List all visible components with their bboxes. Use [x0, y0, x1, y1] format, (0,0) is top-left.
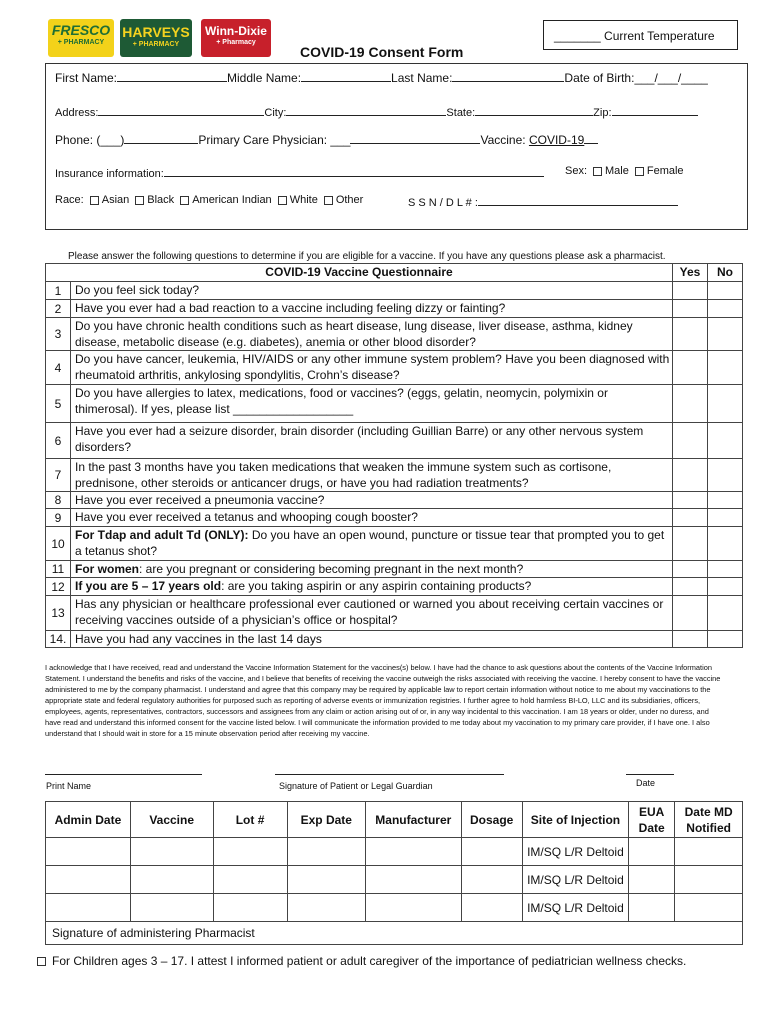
address-row: [55, 104, 698, 119]
admin-column-header: Admin Date: [46, 802, 131, 838]
pharmacist-signature-field[interactable]: Signature of administering Pharmacist: [46, 922, 743, 945]
answer-yes-cell[interactable]: [673, 578, 708, 596]
race-other-label: Other: [335, 194, 364, 206]
patient-signature-line[interactable]: [275, 774, 504, 775]
phone-row: [55, 132, 598, 147]
administration-table: [45, 801, 743, 945]
question-text: [71, 561, 673, 578]
admin-entry-cell[interactable]: [675, 838, 743, 866]
print-name-line[interactable]: [45, 774, 202, 775]
answer-yes-cell[interactable]: [673, 318, 708, 351]
question-number: 4: [46, 351, 71, 385]
admin-entry-cell[interactable]: [461, 838, 522, 866]
admin-column-header: Vaccine: [130, 802, 213, 838]
site-of-injection-cell[interactable]: IM/SQ L/R Deltoid: [522, 838, 628, 866]
admin-entry-cell[interactable]: [287, 894, 365, 922]
admin-column-header: Exp Date: [287, 802, 365, 838]
race-american-indian-label: American Indian: [192, 194, 272, 206]
admin-entry-cell[interactable]: [461, 866, 522, 894]
ssn-field[interactable]: [478, 194, 678, 206]
admin-entry-cell[interactable]: [213, 894, 287, 922]
zip-field[interactable]: [612, 104, 698, 116]
admin-column-header: Site of Injection: [522, 802, 628, 838]
admin-entry-row: [46, 894, 743, 922]
site-of-injection-cell[interactable]: IM/SQ L/R Deltoid: [522, 866, 628, 894]
admin-column-header: EUA Date: [629, 802, 675, 838]
admin-entry-cell[interactable]: [629, 838, 675, 866]
question-text: [71, 282, 673, 300]
pharmacist-signature-row: [46, 922, 743, 945]
questionnaire-title: COVID-19 Vaccine Questionnaire: [46, 264, 673, 282]
answer-no-cell[interactable]: [708, 596, 743, 631]
ssn-row: [408, 194, 678, 209]
question-body: : are you taking aspirin or any aspirin containing products?: [221, 579, 532, 593]
temperature-label: _______ Current Temperature: [554, 29, 715, 43]
question-row: [46, 596, 743, 631]
answer-no-cell[interactable]: [708, 423, 743, 459]
admin-header-row: [46, 802, 743, 838]
question-number: 14.: [46, 631, 71, 648]
phone-field[interactable]: Phone: (___): [55, 133, 125, 147]
children-attestation-text: For Children ages 3 – 17. I attest I informed patient or adult caregiver of the importance of pediatrician wellness checks.: [52, 954, 687, 968]
male-label: Male: [605, 165, 629, 177]
admin-entry-cell[interactable]: [213, 838, 287, 866]
question-number: 13: [46, 596, 71, 631]
primary-care-physician-label: Primary Care Physician: ___: [198, 133, 351, 147]
admin-entry-cell[interactable]: [366, 894, 462, 922]
date-of-birth-field[interactable]: Date of Birth:___/___/____: [564, 71, 708, 85]
sex-row: [565, 165, 684, 177]
question-body: Do you have chronic health conditions such as heart disease, lung disease, liver disease, asthma, kidney disease, metabolic disease (e.g. diabetes), anemia or other blood disorder?: [75, 319, 633, 349]
question-number: 3: [46, 318, 71, 351]
question-body: Do you have allergies to latex, medications, food or vaccines? (eggs, gelatin, neomycin, polymixin or thimerosal). If yes, please list __________________: [75, 386, 608, 416]
admin-entry-cell[interactable]: [130, 866, 213, 894]
question-body: Have you ever received a pneumonia vaccine?: [75, 493, 325, 507]
answer-no-cell[interactable]: [708, 578, 743, 596]
question-number: 11: [46, 561, 71, 578]
question-text: [71, 492, 673, 509]
admin-entry-cell[interactable]: [366, 866, 462, 894]
question-body: Has any physician or healthcare professional ever cautioned or warned you about receiving certain vaccines or receiving vaccines outside of a physician’s office or hospital?: [75, 597, 664, 627]
address-label: Address:: [55, 107, 99, 119]
question-row: [46, 631, 743, 648]
yes-column-header: Yes: [673, 264, 708, 282]
question-number: 12: [46, 578, 71, 596]
male-checkbox[interactable]: [593, 167, 602, 176]
answer-yes-cell[interactable]: [673, 300, 708, 318]
admin-entry-cell[interactable]: [287, 866, 365, 894]
answer-yes-cell[interactable]: [673, 509, 708, 527]
question-emphasis: If you are 5 – 17 years old: [75, 579, 222, 593]
logo-text: FRESCO: [51, 22, 111, 38]
question-row: [46, 318, 743, 351]
answer-no-cell[interactable]: [708, 318, 743, 351]
question-text: [71, 459, 673, 492]
admin-column-header: Dosage: [461, 802, 522, 838]
admin-entry-row: [46, 838, 743, 866]
admin-entry-cell[interactable]: [213, 866, 287, 894]
race-checkbox-black[interactable]: [135, 196, 144, 205]
question-row: [46, 300, 743, 318]
admin-entry-cell[interactable]: [675, 894, 743, 922]
question-row: [46, 509, 743, 527]
admin-entry-cell[interactable]: [629, 894, 675, 922]
question-number: 10: [46, 527, 71, 561]
question-row: [46, 351, 743, 385]
question-body: Have you had any vaccines in the last 14 days: [75, 632, 322, 646]
patient-signature-label: Signature of Patient or Legal Guardian: [279, 781, 433, 791]
admin-entry-cell[interactable]: [287, 838, 365, 866]
answer-no-cell[interactable]: [708, 492, 743, 509]
first-name-field[interactable]: [117, 70, 227, 82]
first-name-label: First Name:: [55, 71, 118, 85]
patient-info-section: [45, 63, 748, 230]
question-text: [71, 527, 673, 561]
admin-column-header: Manufacturer: [366, 802, 462, 838]
logo-subtext: + Pharmacy: [216, 39, 256, 46]
question-text: [71, 318, 673, 351]
question-body: In the past 3 months have you taken medications that weaken the immune system such as cortisone, prednisone, other steroids or anticancer drugs, or have you had radiation treatments?: [75, 460, 612, 490]
phone-number-field[interactable]: [124, 132, 198, 144]
answer-yes-cell[interactable]: [673, 527, 708, 561]
question-number: 5: [46, 385, 71, 423]
question-number: 8: [46, 492, 71, 509]
logo-text: HARVEYS: [122, 24, 190, 40]
answer-no-cell[interactable]: [708, 561, 743, 578]
admin-entry-cell[interactable]: [675, 866, 743, 894]
answer-no-cell[interactable]: [708, 351, 743, 385]
question-row: [46, 561, 743, 578]
name-row: [55, 70, 708, 85]
middle-name-label: Middle Name:: [227, 71, 302, 85]
answer-no-cell[interactable]: [708, 631, 743, 648]
instructions-text: Please answer the following questions to determine if you are eligible for a vaccine. If you have any questions please ask a pharmacist.: [68, 251, 666, 262]
question-row: [46, 385, 743, 423]
logo-subtext: + PHARMACY: [132, 41, 180, 48]
question-body: Have you ever received a tetanus and whooping cough booster?: [75, 510, 418, 524]
race-checkbox-asian[interactable]: [90, 196, 99, 205]
question-number: 2: [46, 300, 71, 318]
state-field[interactable]: [475, 104, 593, 116]
question-body: Do you have cancer, leukemia, HIV/AIDS or any other immune system problem? Have you been diagnosed with rheumatoid arthritis, ankylosing spondylitis, Crohn’s disease?: [75, 352, 670, 382]
question-body: Do you have an open wound, puncture or tissue tear that prompted you to get a tetanus shot?: [75, 528, 665, 558]
admin-entry-row: [46, 866, 743, 894]
question-text: [71, 300, 673, 318]
answer-no-cell[interactable]: [708, 300, 743, 318]
answer-yes-cell[interactable]: [673, 351, 708, 385]
consent-statement: I acknowledge that I have received, read and understand the Vaccine Information Statement for the vaccines(s) below. I have had the chance to ask questions about the contents of the Vaccine Information Statement. I understand the benefits and risks of the vaccine, and I believe that benefits of receiving the vaccine outweigh the risks associated with receiving the vaccine. I hereby consent to have the vaccine administered to me by the company pharmacist. I understand and agree that this company may be required by applicable law to report certain information without notice to me about my vaccinations to the appropriate state and federal regulatory authorities for purposed such as reporting of adverse events or immunization registries. I further agree to hold harmless BI-LO, LLC and its subsidiaries, officers, employees, agents, representatives, contractors, successors and assignees from any claim or action arising out of or, in any way incidental to this vaccination. I am 18 years or older, under no duress, and have read and understand this informed consent for the vaccine listed below. I will communicate the information provided to me today about my vaccination to my primary care provider, if I have one. I also understand that I should wait in store for a 15 minute observation period after receiving my vaccine.: [45, 663, 721, 738]
middle-name-field[interactable]: [301, 70, 391, 82]
question-body: Have you ever had a bad reaction to a vaccine including feeling dizzy or fainting?: [75, 301, 506, 315]
answer-yes-cell[interactable]: [673, 459, 708, 492]
vaccine-value: COVID-19: [528, 133, 585, 147]
question-body: Do you feel sick today?: [75, 283, 200, 297]
logo-text: Winn-Dixie: [205, 24, 267, 38]
race-row: [55, 194, 363, 206]
answer-yes-cell[interactable]: [673, 561, 708, 578]
race-checkbox-white[interactable]: [278, 196, 287, 205]
race-checkbox-american-indian[interactable]: [180, 196, 189, 205]
ssn-label: S S N / D L # :: [408, 197, 478, 209]
admin-entry-cell[interactable]: [461, 894, 522, 922]
city-field[interactable]: [286, 104, 446, 116]
question-row: [46, 423, 743, 459]
form-title: COVID-19 Consent Form: [300, 44, 464, 60]
question-number: 6: [46, 423, 71, 459]
answer-no-cell[interactable]: [708, 509, 743, 527]
fresco-pharmacy-logo: [48, 19, 114, 57]
insurance-field[interactable]: [164, 165, 544, 177]
female-label: Female: [646, 165, 684, 177]
question-text: [71, 596, 673, 631]
print-name-label: Print Name: [46, 781, 92, 791]
admin-column-header: Date MD Notified: [675, 802, 743, 838]
date-label: Date: [636, 778, 656, 788]
children-attestation-row: [37, 954, 686, 968]
race-asian-label: Asian: [101, 194, 130, 206]
question-row: [46, 459, 743, 492]
female-checkbox[interactable]: [635, 167, 644, 176]
admin-entry-cell[interactable]: [130, 838, 213, 866]
question-body: : are you pregnant or considering becoming pregnant in the next month?: [139, 562, 524, 576]
city-label: City:: [264, 107, 287, 119]
vaccine-questionnaire-table: [45, 263, 743, 648]
question-text: [71, 631, 673, 648]
question-row: [46, 578, 743, 596]
question-number: 9: [46, 509, 71, 527]
sex-label: Sex:: [565, 165, 588, 177]
state-label: State:: [446, 107, 476, 119]
question-row: [46, 492, 743, 509]
question-number: 1: [46, 282, 71, 300]
last-name-label: Last Name:: [391, 71, 453, 85]
answer-no-cell[interactable]: [708, 459, 743, 492]
insurance-row: [55, 165, 544, 180]
question-row: [46, 527, 743, 561]
question-text: [71, 385, 673, 423]
admin-entry-cell[interactable]: [46, 894, 131, 922]
answer-no-cell[interactable]: [708, 282, 743, 300]
vaccine-label: Vaccine:: [480, 133, 526, 147]
harveys-pharmacy-logo: [120, 19, 192, 57]
answer-yes-cell[interactable]: [673, 385, 708, 423]
question-emphasis: For Tdap and adult Td (ONLY):: [75, 528, 249, 542]
question-text: [71, 351, 673, 385]
zip-label: Zip:: [593, 107, 612, 119]
current-temperature-field[interactable]: [543, 20, 738, 50]
vaccine-underline: [584, 132, 598, 144]
race-white-label: White: [289, 194, 318, 206]
answer-yes-cell[interactable]: [673, 282, 708, 300]
admin-entry-cell[interactable]: [46, 866, 131, 894]
question-body: Have you ever had a seizure disorder, brain disorder (including Guillian Barre) or any other nervous system disorders?: [75, 424, 644, 454]
race-black-label: Black: [147, 194, 175, 206]
children-attestation-checkbox[interactable]: [37, 957, 46, 966]
no-column-header: No: [708, 264, 743, 282]
admin-entry-cell[interactable]: [629, 866, 675, 894]
admin-entry-cell[interactable]: [130, 894, 213, 922]
logo-subtext: + PHARMACY: [57, 39, 105, 46]
last-name-field[interactable]: [452, 70, 564, 82]
admin-column-header: Lot #: [213, 802, 287, 838]
question-emphasis: For women: [75, 562, 140, 576]
admin-entry-cell[interactable]: [366, 838, 462, 866]
questionnaire-header-row: [46, 264, 743, 282]
answer-no-cell[interactable]: [708, 527, 743, 561]
admin-entry-cell[interactable]: [46, 838, 131, 866]
answer-yes-cell[interactable]: [673, 492, 708, 509]
answer-yes-cell[interactable]: [673, 631, 708, 648]
question-number: 7: [46, 459, 71, 492]
address-field[interactable]: [98, 104, 264, 116]
question-text: [71, 423, 673, 459]
answer-yes-cell[interactable]: [673, 423, 708, 459]
question-text: [71, 509, 673, 527]
race-label: Race:: [55, 194, 84, 206]
question-text: [71, 578, 673, 596]
answer-yes-cell[interactable]: [673, 596, 708, 631]
winn-dixie-pharmacy-logo: [201, 19, 271, 57]
date-line[interactable]: [626, 774, 674, 775]
race-checkbox-other[interactable]: [324, 196, 333, 205]
primary-care-physician-field[interactable]: [350, 132, 480, 144]
insurance-label: Insurance information:: [55, 168, 164, 180]
site-of-injection-cell[interactable]: IM/SQ L/R Deltoid: [522, 894, 628, 922]
answer-no-cell[interactable]: [708, 385, 743, 423]
question-row: [46, 282, 743, 300]
